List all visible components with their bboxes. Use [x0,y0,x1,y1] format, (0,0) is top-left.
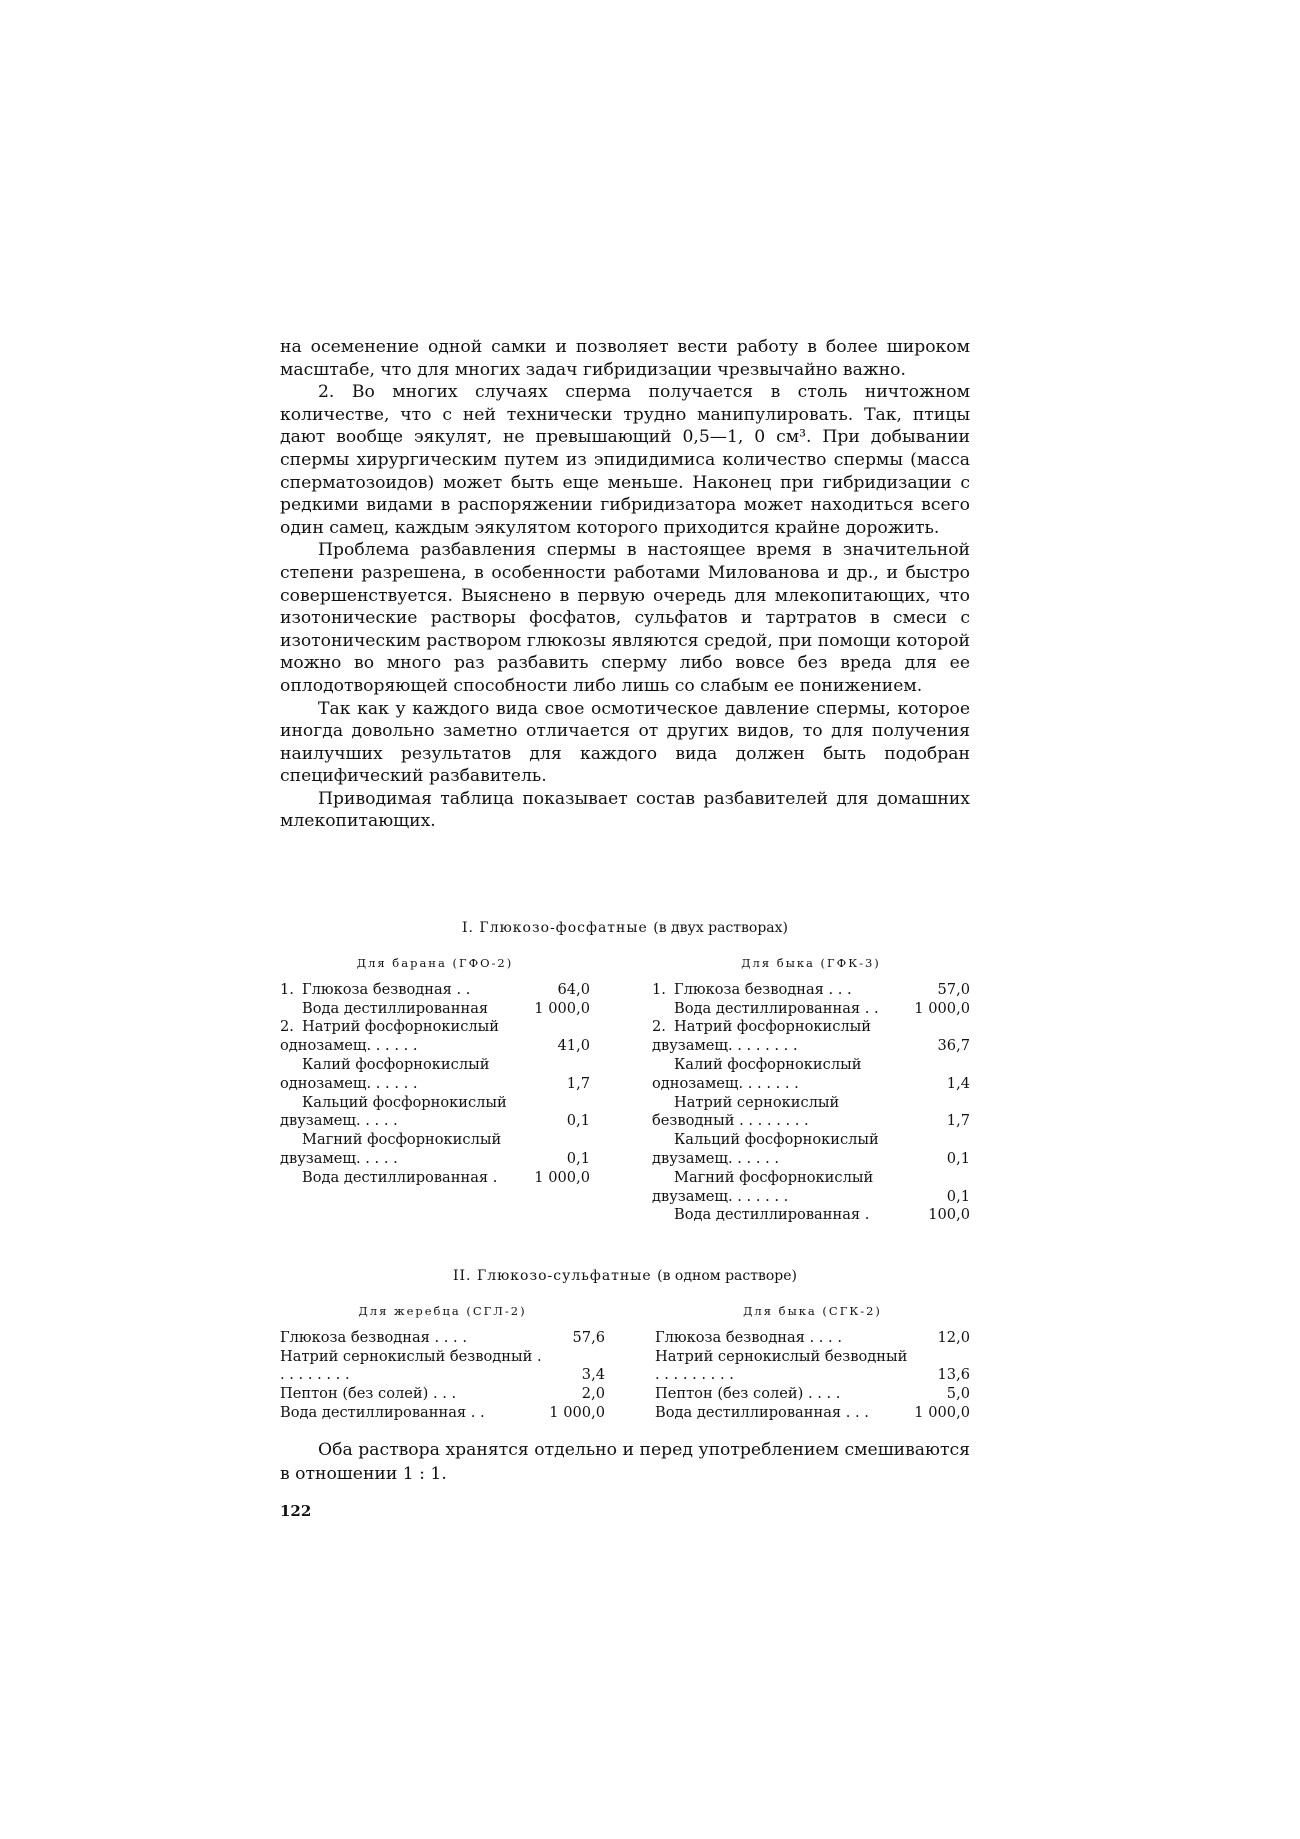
ingredient-label: Натрий сернокислый безводный . . . . . . . . . [655,1347,908,1384]
ingredient-name [652,1000,910,1019]
table-row [652,1131,970,1169]
ingredient-amount: 1 000,0 [549,1403,605,1421]
closing-paragraph: Оба раствора хранятся отдельно и перед употреблением смешиваются в отношении 1 : 1. [280,1440,970,1484]
table-row [280,1018,590,1056]
table-row [652,981,970,1000]
table-row [652,1056,970,1094]
ingredient-name [655,1348,910,1386]
section-2-subtitle: (в одном растворе) [657,1268,797,1284]
page-number: 122 [280,1502,312,1520]
table-row [652,1169,970,1207]
table-row [280,1056,590,1094]
ingredient-label: Вода дестиллированная [302,999,489,1017]
section-1-subtitle: (в двух растворах) [653,920,788,936]
ingredient-name [652,1056,910,1094]
ingredient-label: Пептон (без солей) . . . [280,1385,457,1403]
ingredient-name [280,1000,530,1019]
ingredient-name [652,1169,910,1207]
section-2-right-table [655,1302,970,1423]
table-row [655,1348,970,1386]
table-row [280,1000,590,1019]
ingredient-name [280,1348,545,1386]
solution-number: 1. [280,980,294,998]
section-1-left-heading: Для барана (ГФО-2) [356,956,514,970]
section-2-left-heading: Для жеребца (СГЛ-2) [358,1304,527,1318]
ingredient-name [652,1018,910,1056]
solution-number: 1. [652,980,666,998]
solution-number: 2. [280,1018,294,1036]
ingredient-name [652,1206,910,1225]
table-row [652,1018,970,1056]
ingredient-label: Глюкоза безводная . . . . [280,1328,467,1346]
table-row [280,1131,590,1169]
ingredient-amount: 5,0 [946,1385,970,1403]
ingredient-label: Кальций фосфорнокислый двузамещ. . . . . . [652,1131,879,1167]
ingredient-amount: 1 000,0 [914,999,970,1017]
ingredient-name [280,1329,545,1348]
section-1-left-table [280,954,590,1188]
ingredient-amount: 2,0 [581,1385,605,1403]
ingredient-label: Натрий сернокислый безводный . . . . . . . . . [280,1347,542,1384]
table-row [280,1169,590,1188]
ingredient-amount: 57,6 [572,1328,605,1346]
section-2-left-rows [280,1329,605,1423]
ingredient-label: Калий фосфорнокислый однозамещ. . . . . . . [652,1055,862,1092]
ingredient-name [280,1056,530,1094]
ingredient-label: Глюкоза безводная . . . [674,980,852,998]
section-1-left-rows [280,981,590,1188]
section-1-right-table [652,954,970,1225]
table-row [652,1000,970,1019]
table-row [652,1094,970,1132]
paragraph-4: Так как у каждого вида свое осмотическое давление спермы, которое иногда довольно заметно отличается от других видов, то для получения наилучших результатов для каждого вида должен быть подобран специфический разбавитель. [280,698,970,787]
ingredient-label: Глюкоза безводная . . . . [655,1328,842,1346]
ingredient-amount: 12,0 [937,1328,970,1346]
ingredient-name [280,1385,545,1404]
ingredient-label: Вода дестиллированная . [302,1168,498,1186]
paragraph-2: 2. Во многих случаях сперма получается в столь ничтожном количестве, что с ней технически трудно манипулировать. Так, птицы дают вообще эякулят, не превышающий 0,5—1, 0 см³. При добывании спермы хирургическим путем из эпидидимиса количество спермы (масса сперматозоидов) может быть еще меньше. Наконец при гибридизации с редкими видами в распоряжении гибридизатора может находиться всего один самец, каждым эякулятом которого приходится крайне дорожить. [280,382,970,538]
table-row [280,1348,605,1386]
ingredient-amount: 1,7 [566,1074,590,1092]
ingredient-label: Натрий фосфорнокислый однозамещ. . . . . . [280,1018,500,1055]
ingredient-name [655,1329,910,1348]
ingredient-label: Натрий фосфорнокислый двузамещ. . . . . . . . [652,1018,872,1055]
ingredient-label: Вода дестиллированная . [674,1206,870,1224]
section-2-right-heading: Для быка (СГК-2) [743,1304,882,1318]
ingredient-amount: 36,7 [937,1037,970,1055]
ingredient-amount: 0,1 [946,1149,970,1167]
table-row [655,1404,970,1423]
table-row [280,1404,605,1423]
ingredient-label: Вода дестиллированная . . [674,999,879,1017]
ingredient-amount: 57,0 [937,980,970,998]
ingredient-amount: 100,0 [928,1206,970,1224]
ingredient-amount: 0,1 [946,1187,970,1205]
section-2-left-table [280,1302,605,1423]
paragraph-1: на осеменение одной самки и позволяет вести работу в более широком масштабе, что для многих задач гибридизации чрезвычайно важно. [280,337,970,380]
ingredient-amount: 41,0 [557,1037,590,1055]
ingredient-name [280,1018,530,1056]
solution-number: 2. [652,1018,666,1036]
table-row [652,1206,970,1225]
ingredient-name [280,1169,530,1188]
ingredient-name [280,1094,530,1132]
ingredient-name [652,1094,910,1132]
ingredient-name [280,1131,530,1169]
section-1-right-rows [652,981,970,1225]
section-2-title [280,1268,970,1284]
closing-text-block [280,1438,970,1486]
ingredient-name [280,1404,545,1423]
ingredient-label: Пептон (без солей) . . . . [655,1385,841,1403]
ingredient-label: Калий фосфорнокислый однозамещ. . . . . . [280,1055,490,1092]
ingredient-label: Кальций фосфорнокислый двузамещ. . . . . [280,1093,507,1130]
section-1-title [280,920,970,936]
ingredient-amount: 1 000,0 [914,1403,970,1421]
section-1-right-heading: Для быка (ГФК-3) [741,956,881,970]
ingredient-label: Глюкоза безводная . . [302,980,471,998]
table-row [280,1329,605,1348]
table-row [280,1094,590,1132]
ingredient-amount: 1,7 [946,1112,970,1130]
body-text [280,336,970,833]
ingredient-amount: 3,4 [581,1366,605,1384]
ingredient-name [652,981,910,1000]
ingredient-amount: 1 000,0 [534,999,590,1017]
ingredient-label: Вода дестиллированная . . [280,1403,485,1421]
ingredient-label: Натрий сернокислый безводный . . . . . . . . [652,1093,840,1130]
ingredient-amount: 64,0 [557,980,590,998]
ingredient-amount: 0,1 [566,1112,590,1130]
ingredient-name [652,1131,910,1169]
ingredient-label: Вода дестиллированная . . . [655,1403,869,1421]
paragraph-3: Проблема разбавления спермы в настоящее время в значительной степени разрешена, в особенности работами Милованова и др., и быстро совершенствуется. Выяснено в первую очередь для млекопитающих, что изотонические растворы фосфатов, сульфатов и тартратов в смеси с изотоническим раствором глюкозы являются средой, при помощи которой можно во много раз разбавить сперму либо вовсе без вреда для ее оплодотворяющей способности либо лишь со слабым ее понижением. [280,540,970,696]
ingredient-name [280,981,530,1000]
paragraph-5: Приводимая таблица показывает состав разбавителей для домашних млекопитающих. [280,788,970,832]
table-row [280,1385,605,1404]
ingredient-amount: 1,4 [946,1074,970,1092]
table-row [280,981,590,1000]
table-row [655,1385,970,1404]
section-2-right-rows [655,1329,970,1423]
ingredient-amount: 13,6 [937,1366,970,1384]
ingredient-label: Магний фосфорнокислый двузамещ. . . . . [280,1131,502,1167]
ingredient-amount: 1 000,0 [534,1168,590,1186]
section-1-title-text: I. Глюкозо-фосфатные [462,920,648,936]
ingredient-name [655,1385,910,1404]
ingredient-name [655,1404,910,1423]
ingredient-amount: 0,1 [566,1149,590,1167]
section-2-title-text: II. Глюкозо-сульфатные [452,1268,652,1284]
ingredient-label: Магний фосфорнокислый двузамещ. . . . . . . [652,1168,874,1205]
table-row [655,1329,970,1348]
